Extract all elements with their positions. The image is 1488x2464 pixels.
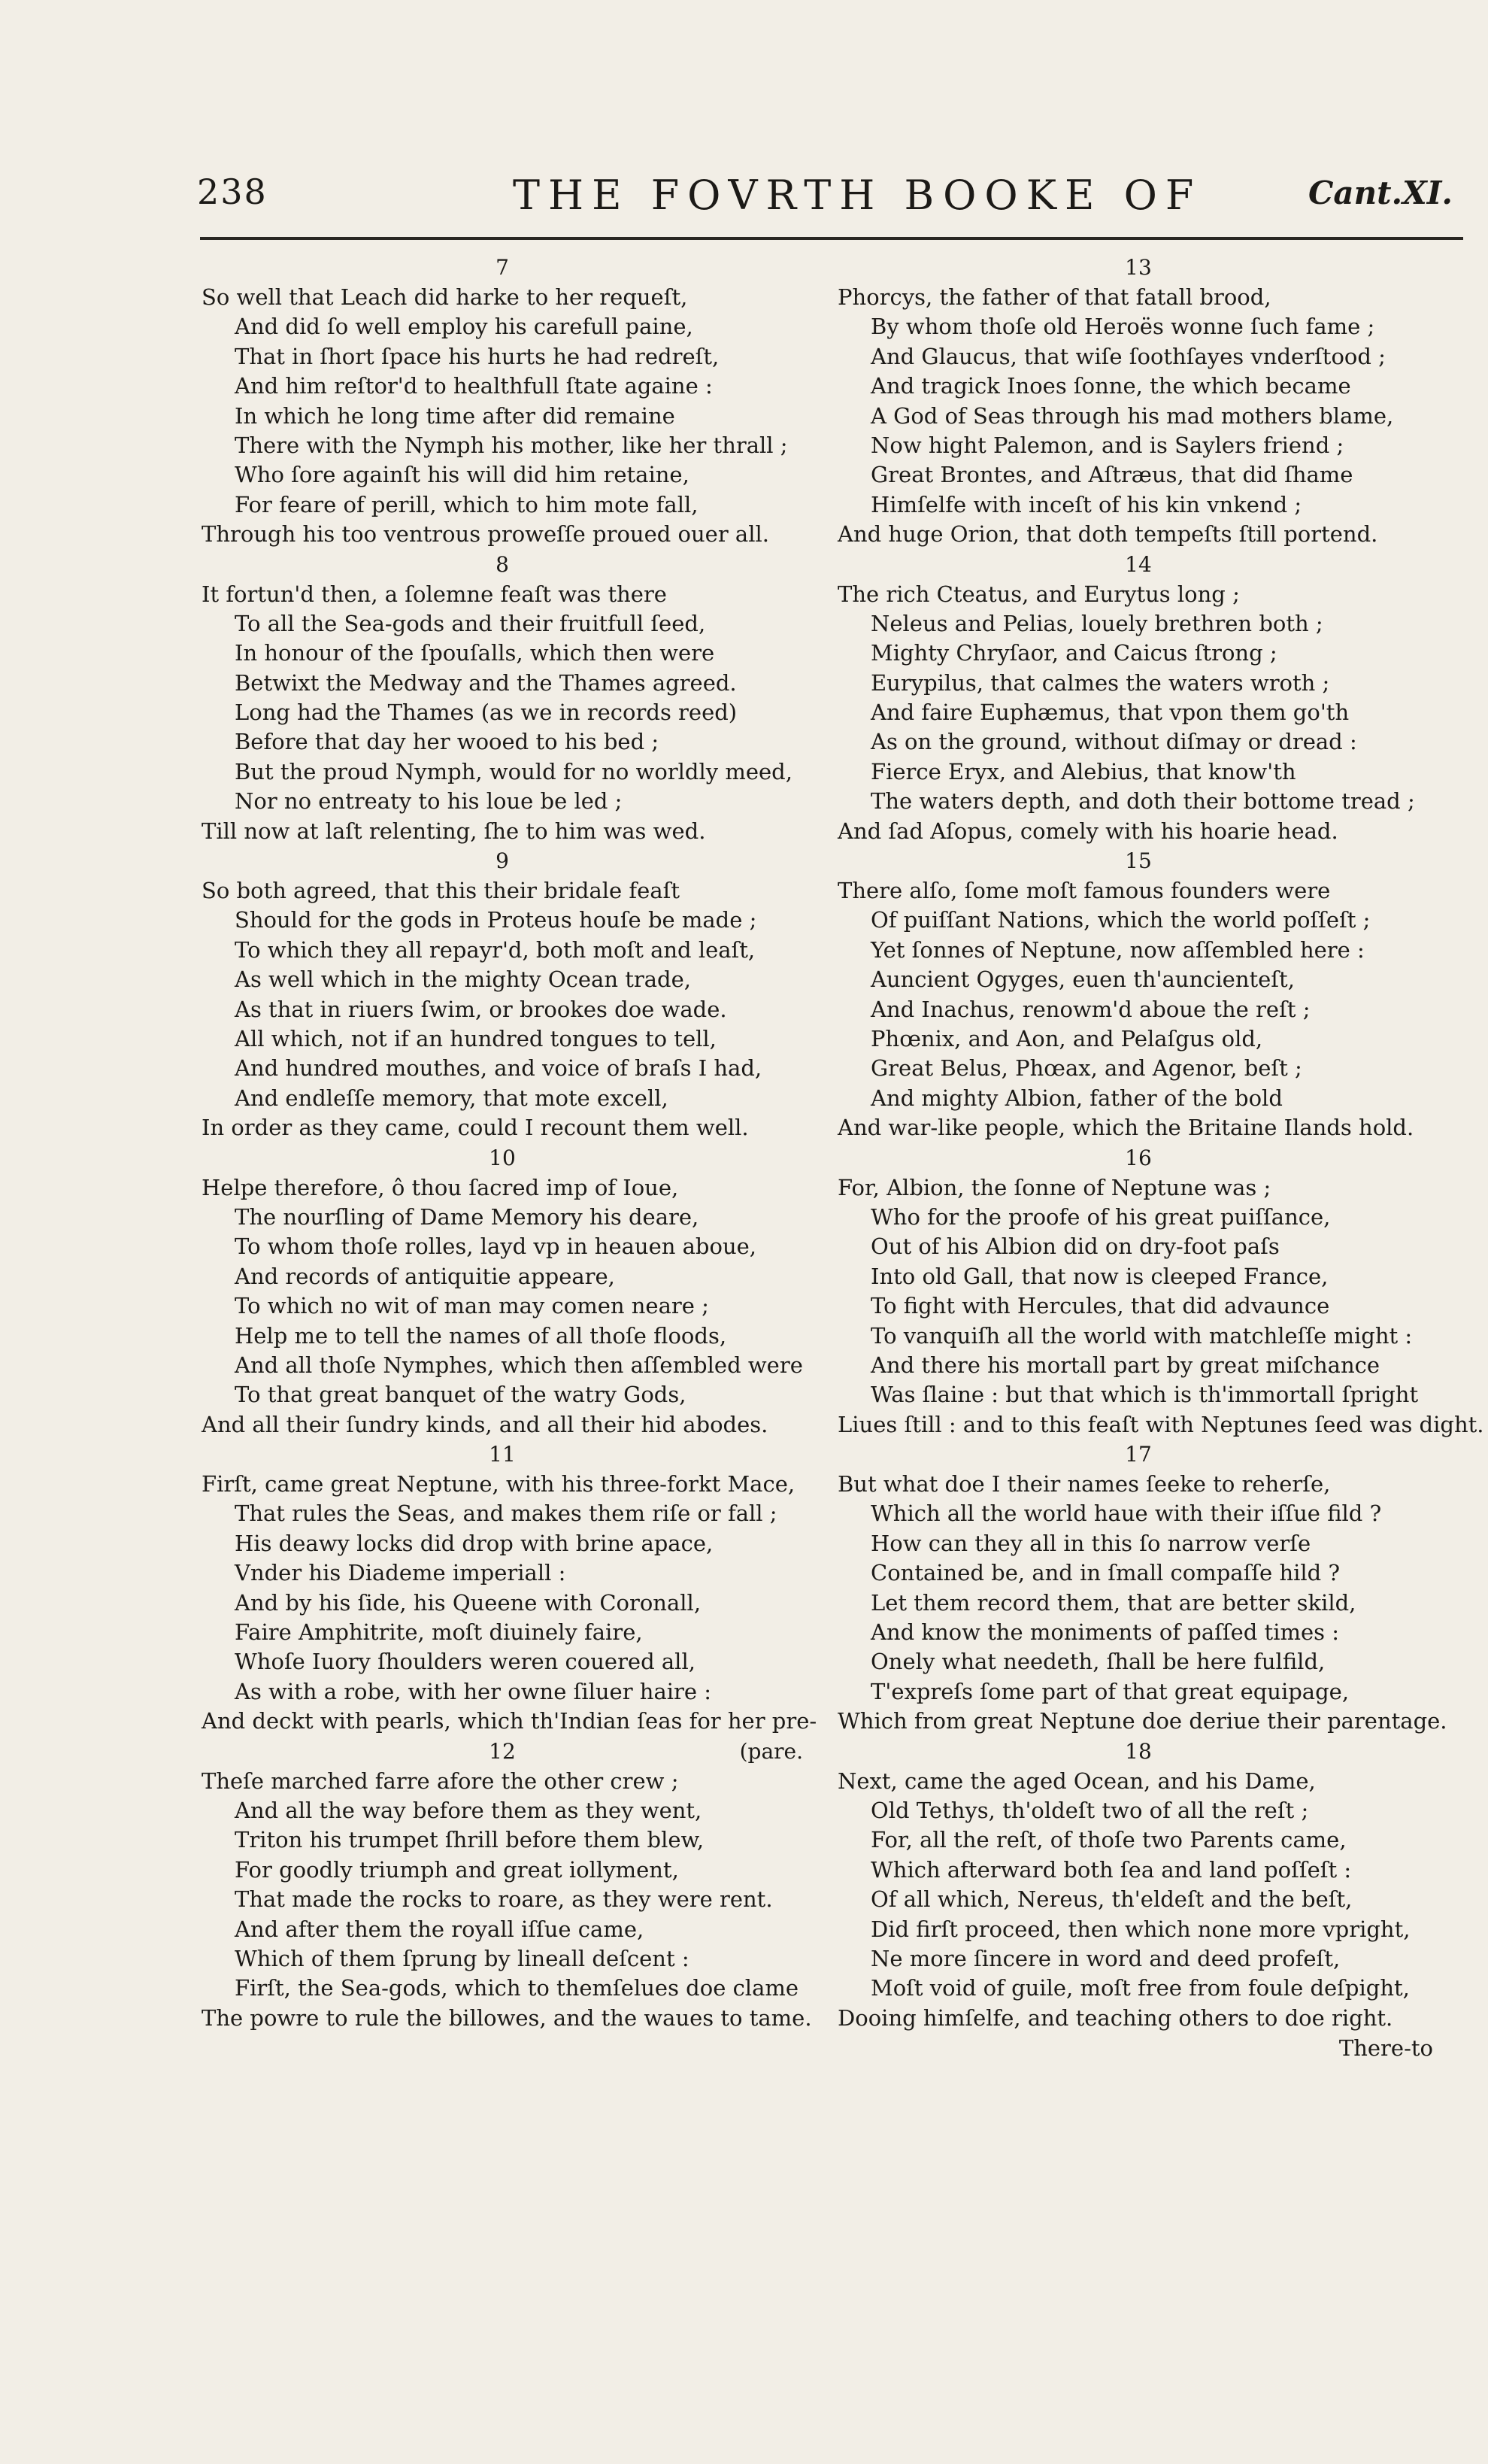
verse-line: Let them record them, that are better skild, xyxy=(871,1589,1356,1616)
verse-line: And him reſtor'd to healthfull ſtate againe : xyxy=(235,373,713,399)
verse-line: Did firſt proceed, then which none more vpright, xyxy=(871,1916,1411,1942)
verse-line: And ſad Aſopus, comely with his hoarie head. xyxy=(838,818,1338,844)
verse-line: How can they all in this ſo narrow verſe xyxy=(871,1530,1311,1556)
verse-line: Helpe therefore, ô thou ſacred imp of Ioue, xyxy=(202,1174,679,1200)
verse-line: As well which in the mighty Ocean trade, xyxy=(235,966,691,993)
verse-line: And by his ſide, his Queene with Coronall, xyxy=(235,1589,702,1616)
verse-line: And Inachus, renowm'd aboue the reſt ; xyxy=(871,996,1311,1022)
verse-line: And all their ſundry kinds, and all their hid abodes. xyxy=(202,1411,768,1437)
verse-line: Into old Gall, that now is cleeped France, xyxy=(871,1263,1329,1289)
left-column xyxy=(202,253,817,2033)
stanza-number: 18 xyxy=(1125,1738,1152,1764)
verse-line: Which from great Neptune doe deriue their parentage. xyxy=(838,1708,1447,1734)
verse-line: That made the rocks to roare, as they were rent. xyxy=(235,1886,773,1913)
verse-line: And faire Euphæmus, that vpon them go'th xyxy=(871,699,1350,726)
verse-line: And all thoſe Nymphes, which then aſſembled were xyxy=(235,1352,803,1378)
header-rule xyxy=(200,237,1463,240)
verse-line: Eurypilus, that calmes the waters wroth ; xyxy=(871,669,1330,696)
verse-line: Neleus and Pelias, louely brethren both ; xyxy=(871,610,1323,636)
verse-line: Faire Amphitrite, moſt diuinely faire, xyxy=(235,1619,643,1646)
stanza-number: 16 xyxy=(1125,1145,1152,1170)
verse-line: Vnder his Diademe imperiall : xyxy=(235,1560,566,1586)
verse-line: There with the Nymph his mother, like her thrall ; xyxy=(235,432,788,458)
verse-line: Firſt, the Sea-gods, which to themſelues doe clame xyxy=(235,1975,799,2001)
verse-line: So both agreed, that this their bridale feaſt xyxy=(202,878,680,904)
verse-line: There alſo, ſome moſt famous founders were xyxy=(838,878,1331,904)
verse-line: To fight with Hercules, that did advaunce xyxy=(871,1293,1330,1319)
stanza-turnover: (pare. xyxy=(739,1738,803,1764)
verse-line: Auncient Ogyges, euen th'auncienteſt, xyxy=(871,966,1295,993)
verse-line: For goodly triumph and great iollyment, xyxy=(235,1856,679,1883)
stanza-number: 8 xyxy=(495,551,509,577)
verse-line: Phorcys, the father of that fatall brood, xyxy=(838,284,1271,310)
verse-line: All which, not if an hundred tongues to tell, xyxy=(235,1025,717,1051)
verse-line: Of puiſſant Nations, which the world poſſeſt ; xyxy=(871,907,1371,933)
verse-line: Whoſe Iuory ſhoulders weren couered all, xyxy=(235,1649,696,1675)
stanza-number: 17 xyxy=(1125,1442,1152,1467)
verse-line: Long had the Thames (as we in records reed) xyxy=(235,699,738,726)
verse-line: Of all which, Nereus, th'eldeſt and the beſt, xyxy=(871,1886,1353,1913)
verse-line: Help me to tell the names of all thoſe floods, xyxy=(235,1322,727,1349)
verse-line: Great Belus, Phœax, and Agenor, beſt ; xyxy=(871,1055,1302,1082)
verse-line: T'expreſs ſome part of that great equipage, xyxy=(871,1678,1350,1704)
canto-label: Cant.XI. xyxy=(1308,174,1453,211)
verse-line: To which they all repayr'd, both moſt and leaſt, xyxy=(235,936,756,963)
verse-line: So well that Leach did harke to her requeſt, xyxy=(202,284,688,310)
verse-line: In which he long time after did remaine xyxy=(235,402,675,429)
verse-line: Ne more ſincere in word and deed profeſt, xyxy=(871,1945,1341,1971)
verse-line: The nourſling of Dame Memory his deare, xyxy=(235,1203,699,1230)
verse-line: Old Tethys, th'oldeſt two of all the reſt ; xyxy=(871,1797,1309,1823)
verse-line: To all the Sea-gods and their fruitfull ſeed, xyxy=(235,610,706,636)
verse-line: Himſelfe with inceſt of his kin vnkend ; xyxy=(871,491,1302,517)
verse-line: And records of antiquitie appeare, xyxy=(235,1263,615,1289)
verse-line: And mighty Albion, father of the bold xyxy=(871,1085,1283,1111)
page-number: 238 xyxy=(197,171,268,212)
verse-line: Before that day her wooed to his bed ; xyxy=(235,729,659,755)
verse-line: For, all the reſt, of thoſe two Parents came, xyxy=(871,1827,1347,1853)
verse-line: And tragick Inoes ſonne, the which became xyxy=(871,373,1351,399)
verse-line: A God of Seas through his mad mothers blame, xyxy=(871,402,1394,429)
verse-line: And Glaucus, that wiſe ſoothſayes vnderſtood ; xyxy=(871,343,1386,369)
verse-line: Now hight Palemon, and is Saylers friend ; xyxy=(871,432,1344,458)
verse-line: And know the moniments of paſſed times : xyxy=(871,1619,1340,1646)
verse-line: Contained be, and in ſmall compaſſe hild ? xyxy=(871,1560,1340,1586)
verse-line: Mighty Chryſaor, and Caicus ſtrong ; xyxy=(871,640,1277,666)
verse-line: It fortun'd then, a ſolemne feaſt was there xyxy=(202,581,667,607)
verse-line: His deawy locks did drop with brine apace, xyxy=(235,1530,714,1556)
verse-line: And deckt with pearls, which th'Indian ſeas for her pre- xyxy=(202,1708,817,1734)
verse-line: As that in riuers ſwim, or brookes doe wade. xyxy=(235,996,727,1022)
verse-line: Firſt, came great Neptune, with his three-forkt Mace, xyxy=(202,1471,796,1498)
verse-line: Dooing himſelfe, and teaching others to doe right. xyxy=(838,2004,1393,2031)
verse-line: And hundred mouthes, and voice of braſs I had, xyxy=(235,1055,762,1082)
verse-line: In honour of the ſpouſalls, which then were xyxy=(235,640,715,666)
verse-line: As with a robe, with her owne ſiluer haire : xyxy=(235,1678,712,1704)
verse-line: Theſe marched farre afore the other crew ; xyxy=(202,1768,679,1794)
verse-line: To which no wit of man may comen neare ; xyxy=(235,1293,709,1319)
verse-line: Which afterward both ſea and land poſſeſt : xyxy=(871,1856,1352,1883)
verse-line: Till now at laſt relenting, ſhe to him was wed. xyxy=(202,818,706,844)
stanza-number: 12 (pare. xyxy=(202,1737,803,1767)
verse-line: Who for the proofe of his great puiſſance, xyxy=(871,1203,1331,1230)
stanza-number: 7 xyxy=(495,255,509,280)
verse-line: Was ſlaine : but that which is th'immortall ſpright xyxy=(871,1382,1419,1408)
verse-line: Betwixt the Medway and the Thames agreed. xyxy=(235,669,737,696)
verse-line: That in ſhort ſpace his hurts he had redreſt, xyxy=(235,343,720,369)
stanza-number: 14 xyxy=(1125,551,1152,577)
verse-line: Who ſore againſt his will did him retaine, xyxy=(235,462,689,488)
verse-line: Which all the world haue with their iſſue fild ? xyxy=(871,1501,1382,1527)
verse-line: Fierce Eryx, and Alebius, that know'th xyxy=(871,758,1296,784)
verse-line: Liues ſtill : and to this feaſt with Neptunes ſeed was dight. xyxy=(838,1411,1484,1437)
running-title: THE FOVRTH BOOKE OF xyxy=(513,171,1202,219)
verse-line: That rules the Seas, and makes them riſe or fall ; xyxy=(235,1501,777,1527)
verse-line: Yet ſonnes of Neptune, now aſſembled here : xyxy=(871,936,1365,963)
right-column xyxy=(838,253,1484,2063)
verse-line: And huge Orion, that doth tempeſts ſtill portend. xyxy=(838,521,1378,548)
stanza-number: 9 xyxy=(495,848,509,874)
verse-line: Which of them ſprung by lineall deſcent : xyxy=(235,1945,689,1971)
verse-line: But what doe I their names ſeeke to reherſe, xyxy=(838,1471,1331,1498)
verse-line: By whom thoſe old Heroës wonne ſuch fame ; xyxy=(871,314,1375,340)
verse-line: And there his mortall part by great miſchance xyxy=(871,1352,1380,1378)
stanza-number: 11 xyxy=(489,1442,516,1467)
stanza-number: 10 xyxy=(489,1145,516,1170)
verse-line: Next, came the aged Ocean, and his Dame, xyxy=(838,1768,1316,1794)
verse-line: Out of his Albion did on dry-foot paſs xyxy=(871,1234,1280,1260)
page-header xyxy=(197,171,1468,217)
verse-line: To that great banquet of the watry Gods, xyxy=(235,1382,686,1408)
verse-line: Should for the gods in Proteus houſe be made ; xyxy=(235,907,757,933)
verse-line: The rich Cteatus, and Eurytus long ; xyxy=(838,581,1240,607)
verse-line: And all the way before them as they went, xyxy=(235,1797,702,1823)
catchword: There-to xyxy=(1338,2035,1433,2062)
verse-line: Triton his trumpet ſhrill before them blew, xyxy=(235,1827,705,1853)
verse-line: For feare of perill, which to him mote fall, xyxy=(235,491,699,517)
verse-line: The waters depth, and doth their bottome tread ; xyxy=(871,788,1415,815)
verse-line: And war-like people, which the Britaine Ilands hold. xyxy=(838,1115,1414,1141)
stanza-number: 15 xyxy=(1125,848,1152,874)
verse-line: To vanquiſh all the world with matchleſſe might : xyxy=(871,1322,1413,1349)
verse-line: Nor no entreaty to his loue be led ; xyxy=(235,788,623,815)
verse-line: And did ſo well employ his carefull paine, xyxy=(235,314,693,340)
verse-line: The powre to rule the billowes, and the waues to tame. xyxy=(202,2004,812,2031)
verse-line: To whom thoſe rolles, layd vp in heauen aboue, xyxy=(235,1234,757,1260)
verse-line: Moſt void of guile, moſt free from foule deſpight, xyxy=(871,1975,1410,2001)
stanza-number: 13 xyxy=(1125,255,1152,280)
verse-line: Onely what needeth, ſhall be here fulfild, xyxy=(871,1649,1326,1675)
verse-line: Great Brontes, and Aſtræus, that did ſhame xyxy=(871,462,1353,488)
verse-line: Through his too ventrous proweſſe proued ouer all. xyxy=(202,521,769,548)
verse-line: Phœnix, and Aon, and Pelaſgus old, xyxy=(871,1025,1263,1051)
verse-line: In order as they came, could I recount them well. xyxy=(202,1115,749,1141)
verse-line: And endleſſe memory, that mote excell, xyxy=(235,1085,668,1111)
verse-line: As on the ground, without diſmay or dread : xyxy=(871,729,1357,755)
verse-line: And after them the royall iſſue came, xyxy=(235,1916,644,1942)
verse-line: But the proud Nymph, would for no worldly meed, xyxy=(235,758,792,784)
verse-line: For, Albion, the ſonne of Neptune was ; xyxy=(838,1174,1271,1200)
